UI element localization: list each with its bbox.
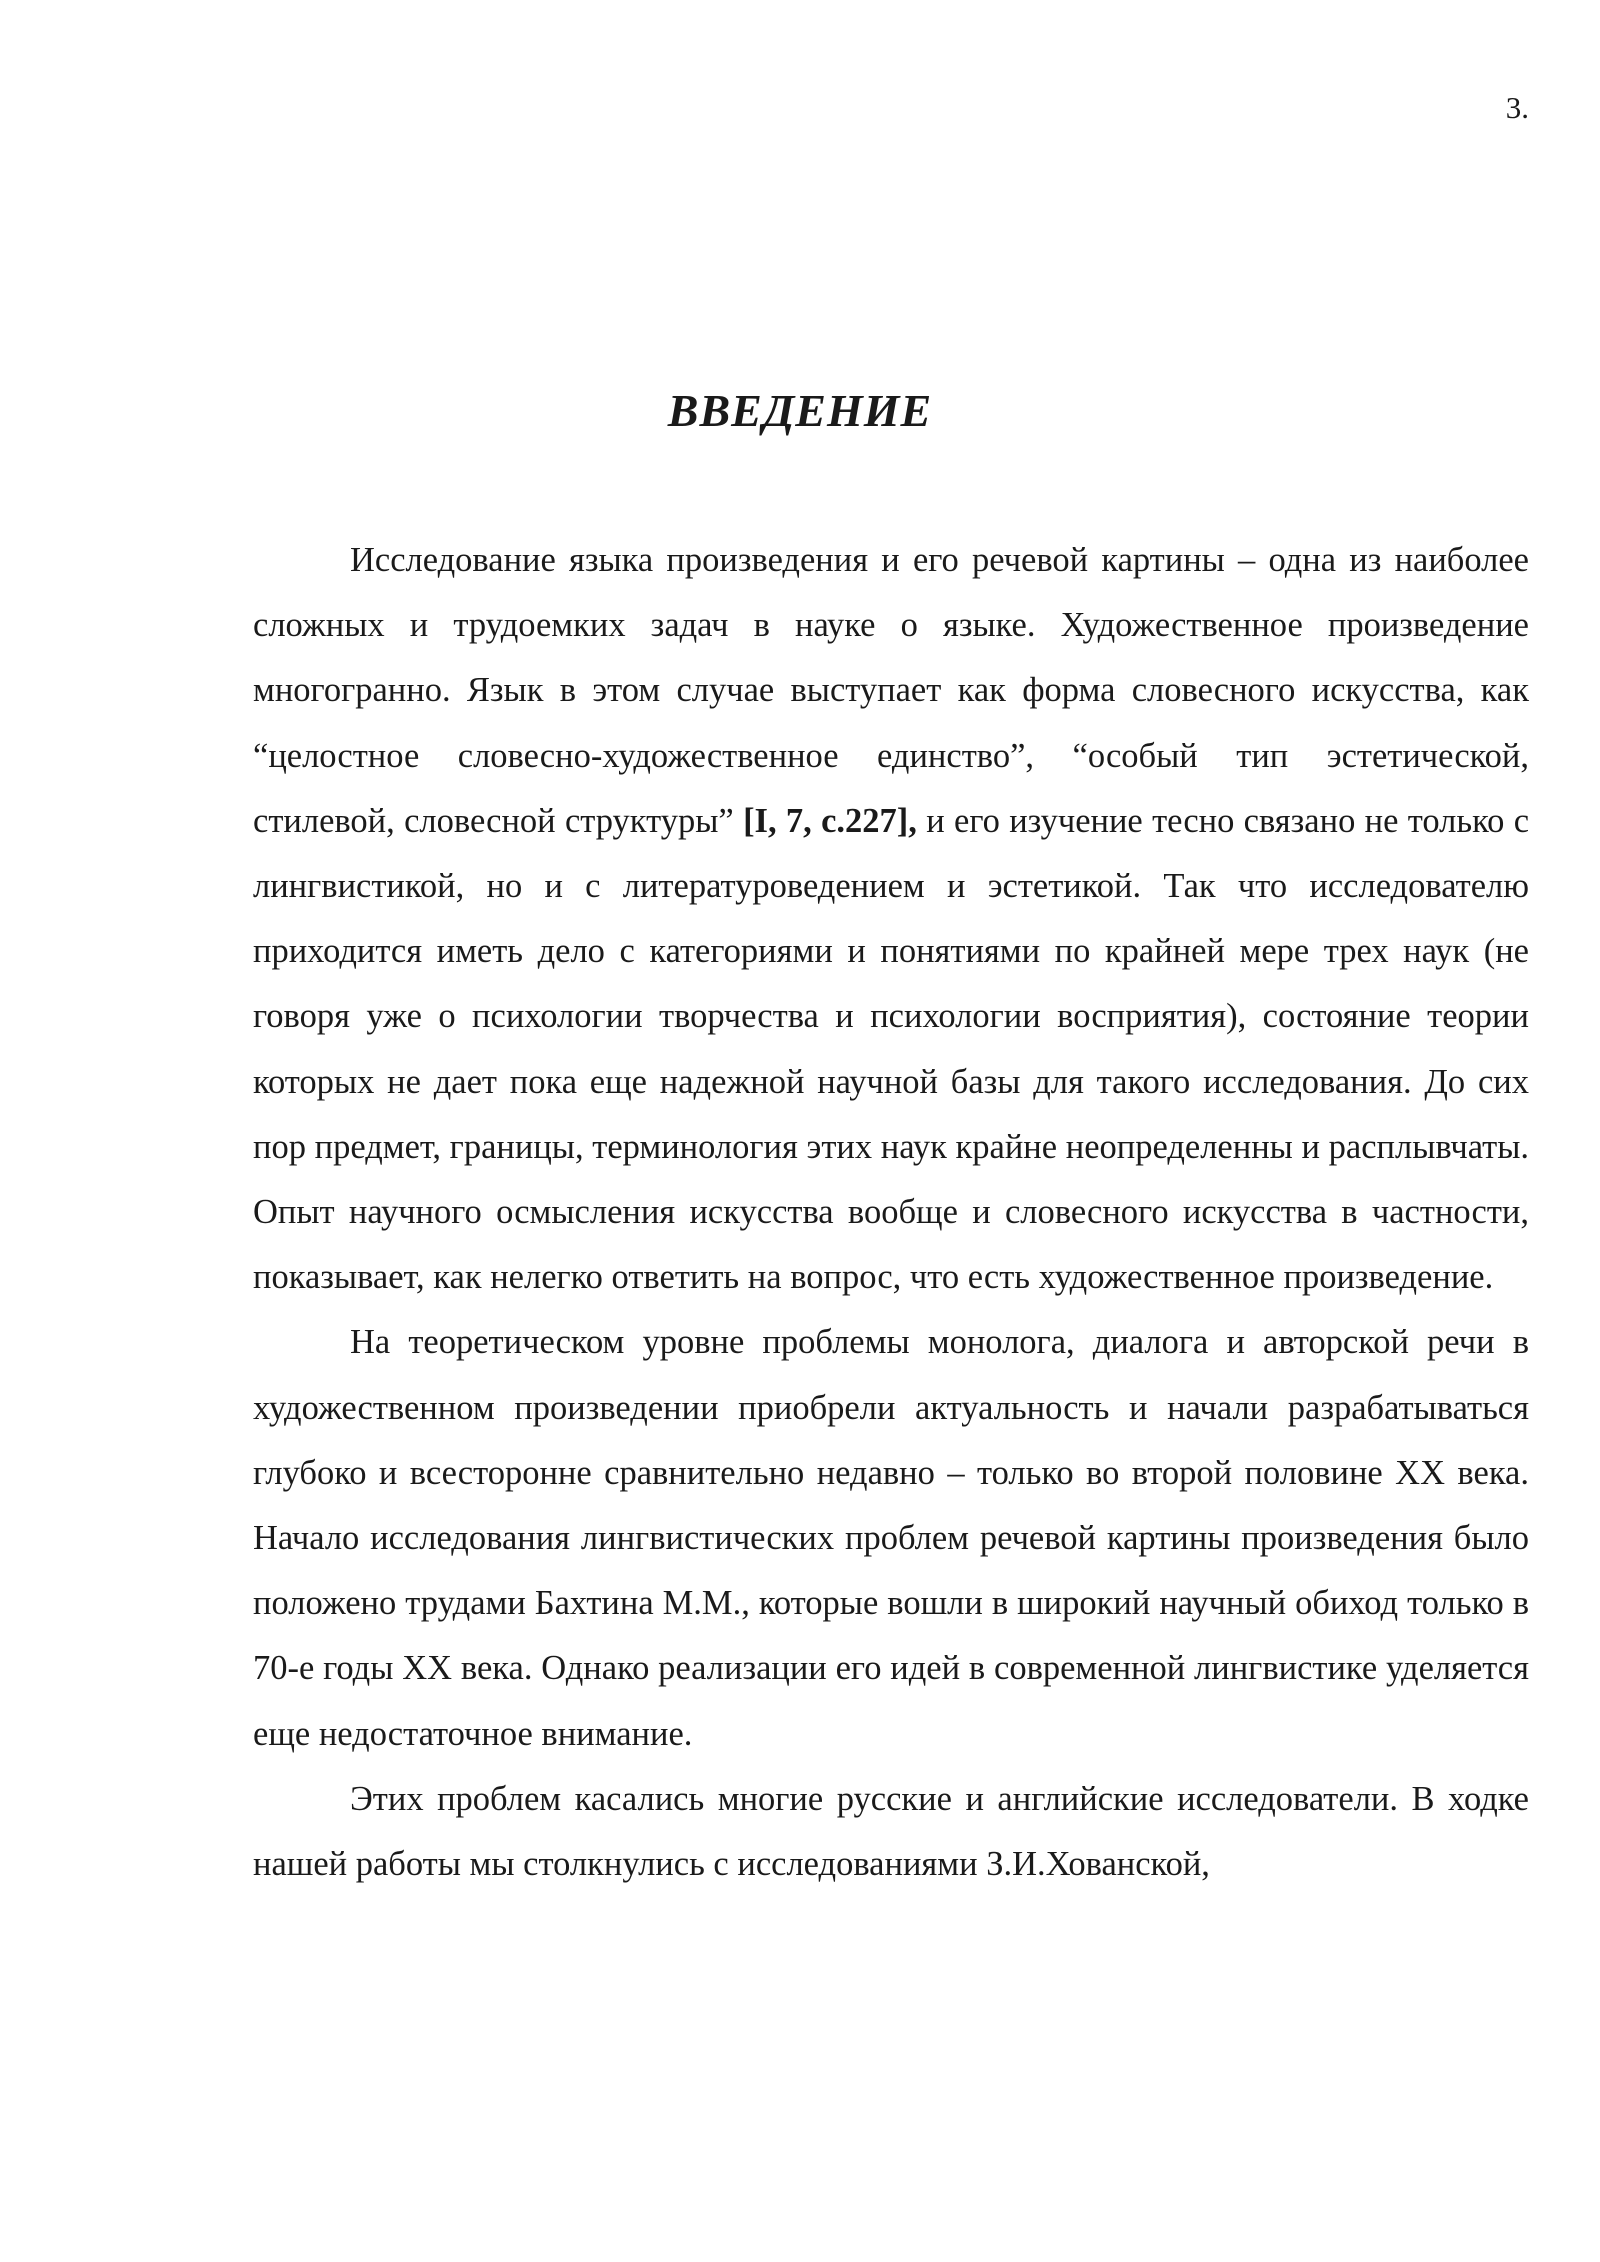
citation-reference: [I, 7, с.227],: [743, 801, 917, 840]
paragraph-1-text-start: Исследование языка произведения и его речевой картины – одна из наиболее сложных и трудоемких задач в науке о языке. Художественное произведение многогранно. Язык в этом случае выступает как форма словесного искусства, как “целостное словесно-художественное единство”, “особый тип эстетической, стилевой, словесной структуры”: [253, 541, 1529, 840]
document-body: [253, 528, 1529, 1897]
paragraph-1: [253, 528, 1529, 1310]
paragraph-1-text-end: и его изучение тесно связано не только с лингвистикой, но и с литературоведением и эстетикой. Так что исследователю приходится иметь дело с категориями и понятиями по крайней мере трех наук (не говоря уже о психологии творчества и психологии восприятия), состояние теории которых не дает пока еще надежной научной базы для такого исследования. До сих пор предмет, границы, терминология этих наук крайне неопределенны и расплывчаты. Опыт научного осмысления искусства вообще и словесного искусства в частности, показывает, как нелегко ответить на вопрос, что есть художественное произведение.: [253, 801, 1530, 1297]
paragraph-2: На теоретическом уровне проблемы монолога, диалога и авторской речи в художественном произведении приобрели актуальность и начали разрабатываться глубоко и всесторонне сравнительно недавно – только во второй половине XX века. Начало исследования лингвистических проблем речевой картины произведения было положено трудами Бахтина М.М., которые вошли в широкий научный обиход только в 70-е годы XX века. Однако реализации его идей в современной лингвистике уделяется еще недостаточное внимание.: [253, 1323, 1529, 1753]
page-number: 3.: [1505, 90, 1529, 125]
page-title: ВВЕДЕНИЕ: [667, 385, 933, 436]
paragraph-3: Этих проблем касались многие русские и английские исследователи. В ходке нашей работы мы столкнулись с исследованиями З.И.Хованской,: [253, 1779, 1529, 1884]
